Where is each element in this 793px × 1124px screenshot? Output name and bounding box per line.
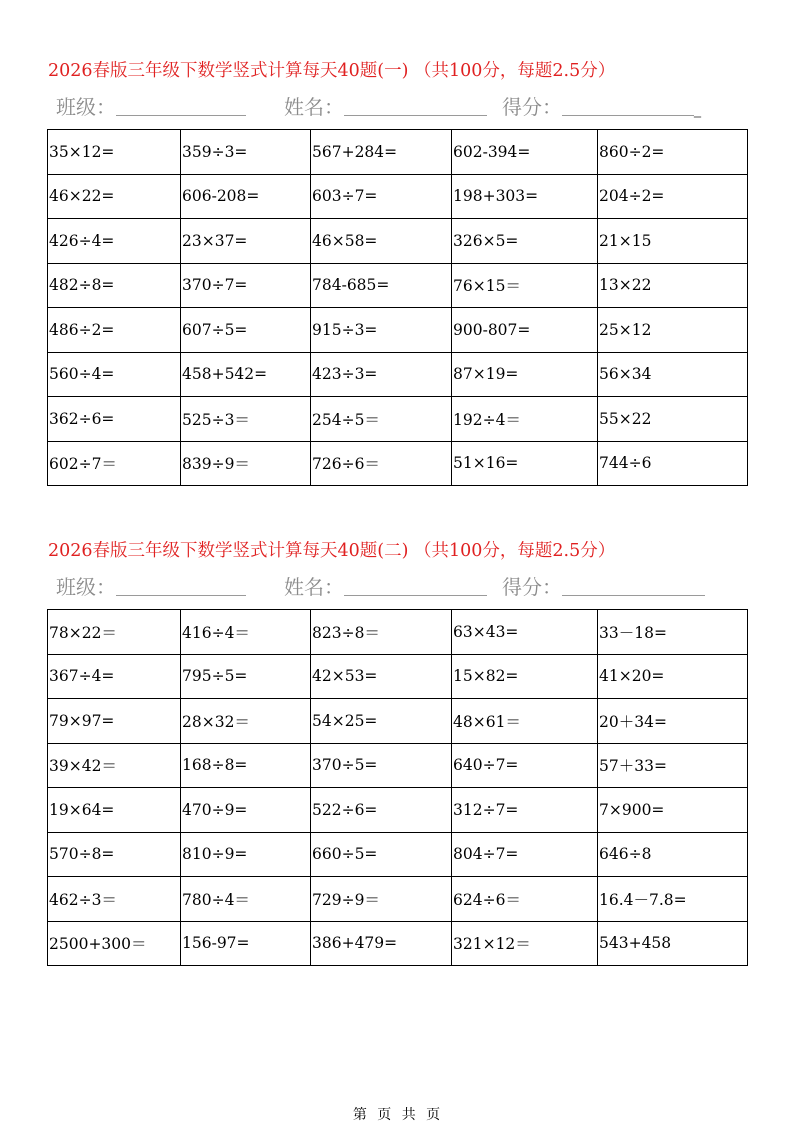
problem-cell: 2500+300＝ [48,921,181,966]
problem-cell: 48×61＝ [452,699,598,744]
problem-cell: 20＋34= [598,699,748,744]
problem-cell: 192÷4＝ [452,397,598,442]
name-blank[interactable] [344,575,487,596]
problem-cell: 570÷8= [48,832,181,877]
table-row [48,219,748,264]
section-title: 2026春版三年级下数学竖式计算每天40题(二) （共100分，每题2.5分） [48,541,616,561]
student-info-row [47,562,747,608]
table-row [48,308,748,353]
problem-cell: 21×15 [598,219,748,264]
problem-cell: 729÷9＝ [311,877,452,922]
table-row [48,832,748,877]
problem-cell: 458+542= [181,352,311,397]
problem-cell: 744÷6 [598,441,748,486]
problem-cell: 76×15＝ [452,263,598,308]
table-row [48,263,748,308]
problem-cell: 522÷6= [311,788,452,833]
problem-cell: 25×12 [598,308,748,353]
problem-cell: 915÷3= [311,308,452,353]
problem-cell: 79×97= [48,699,181,744]
problem-cell: 370÷5= [311,743,452,788]
problem-cell: 804÷7= [452,832,598,877]
problem-cell: 606-208= [181,174,311,219]
problem-cell: 46×22= [48,174,181,219]
table-row [48,352,748,397]
problem-cell: 359÷3= [181,130,311,175]
score-label: 得分： [502,94,562,119]
problem-cell: 198+303= [452,174,598,219]
problem-cell: 525÷3＝ [181,397,311,442]
problem-cell: 470÷9= [181,788,311,833]
table-row [48,441,748,486]
problem-cell: 51×16= [452,441,598,486]
worksheet-section-2 [47,538,747,966]
problem-cell: 416÷4＝ [181,610,311,655]
name-blank[interactable] [344,95,487,116]
problem-cell: 55×22 [598,397,748,442]
problem-cell: 486÷2= [48,308,181,353]
problem-cell: 482÷8= [48,263,181,308]
class-label: 班级： [56,574,116,599]
problem-cell: 462÷3＝ [48,877,181,922]
problem-cell: 839÷9＝ [181,441,311,486]
problem-cell: 900-807= [452,308,598,353]
problem-cell: 28×32＝ [181,699,311,744]
score-suffix: _ [694,102,701,118]
problem-table [47,609,748,966]
score-blank[interactable] [562,95,694,116]
problem-cell: 168÷8= [181,743,311,788]
problem-cell: 726÷6＝ [311,441,452,486]
section-title: 2026春版三年级下数学竖式计算每天40题(一) （共100分，每题2.5分） [48,61,616,81]
problem-cell: 33－18= [598,610,748,655]
problem-cell: 607÷5= [181,308,311,353]
table-row [48,877,748,922]
problem-cell: 42×53= [311,654,452,699]
problem-cell: 57＋33= [598,743,748,788]
class-blank[interactable] [116,575,246,596]
table-row [48,397,748,442]
problem-cell: 602÷7＝ [48,441,181,486]
problem-cell: 640÷7= [452,743,598,788]
score-label: 得分： [502,574,562,599]
problem-cell: 426÷4= [48,219,181,264]
problem-cell: 19×64= [48,788,181,833]
problem-cell: 567+284= [311,130,452,175]
problem-cell: 156-97= [181,921,311,966]
class-blank[interactable] [116,95,246,116]
problem-cell: 603÷7= [311,174,452,219]
problem-cell: 823÷8＝ [311,610,452,655]
problem-cell: 660÷5= [311,832,452,877]
problem-cell: 795÷5= [181,654,311,699]
table-row [48,130,748,175]
score-blank[interactable] [562,575,705,596]
problem-cell: 543+458 [598,921,748,966]
problem-cell: 254÷5＝ [311,397,452,442]
problem-cell: 810÷9= [181,832,311,877]
problem-cell: 63×43= [452,610,598,655]
table-row [48,654,748,699]
problem-cell: 87×19= [452,352,598,397]
problem-cell: 423÷3= [311,352,452,397]
worksheet-section-1 [47,58,747,486]
problem-cell: 624÷6＝ [452,877,598,922]
problem-cell: 386+479= [311,921,452,966]
table-row [48,610,748,655]
problem-cell: 780÷4＝ [181,877,311,922]
table-row [48,788,748,833]
student-info-row [47,82,747,128]
problem-cell: 326×5= [452,219,598,264]
problem-cell: 39×42＝ [48,743,181,788]
problem-cell: 646÷8 [598,832,748,877]
problem-cell: 56×34 [598,352,748,397]
name-label: 姓名： [284,574,344,599]
class-label: 班级： [56,94,116,119]
problem-cell: 560÷4= [48,352,181,397]
problem-cell: 7×900= [598,788,748,833]
problem-cell: 41×20= [598,654,748,699]
problem-cell: 312÷7= [452,788,598,833]
problem-table [47,129,748,486]
problem-cell: 54×25= [311,699,452,744]
table-row [48,174,748,219]
problem-cell: 15×82= [452,654,598,699]
problem-cell: 78×22＝ [48,610,181,655]
problem-cell: 784-685= [311,263,452,308]
problem-cell: 367÷4= [48,654,181,699]
problem-cell: 204÷2= [598,174,748,219]
problem-cell: 46×58= [311,219,452,264]
table-row [48,699,748,744]
problem-cell: 16.4－7.8= [598,877,748,922]
problem-cell: 362÷6= [48,397,181,442]
table-row [48,743,748,788]
problem-cell: 321×12＝ [452,921,598,966]
problem-cell: 602-394= [452,130,598,175]
problem-cell: 23×37= [181,219,311,264]
page-footer: 第 页 共 页 [352,1107,441,1123]
problem-cell: 370÷7= [181,263,311,308]
problem-cell: 13×22 [598,263,748,308]
table-row [48,921,748,966]
name-label: 姓名： [284,94,344,119]
problem-cell: 860÷2= [598,130,748,175]
problem-cell: 35×12= [48,130,181,175]
